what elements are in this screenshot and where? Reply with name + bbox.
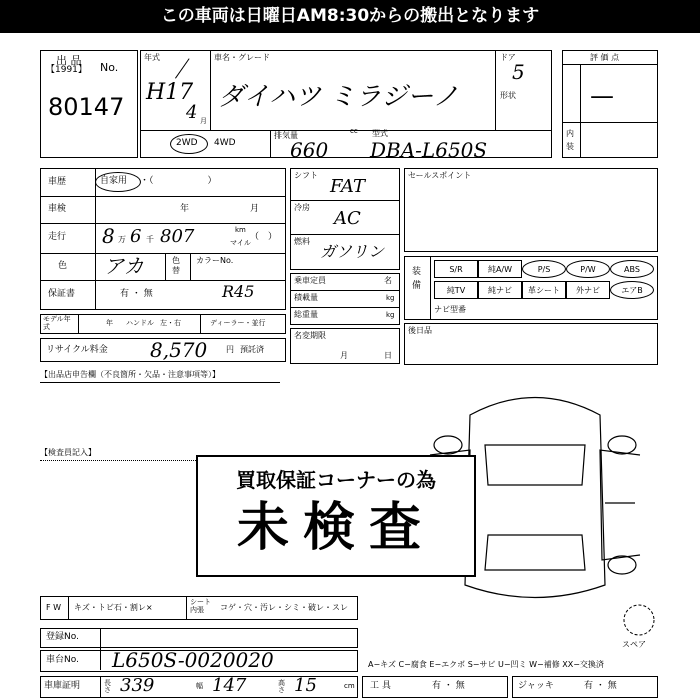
car-name-label: 車名・グレード: [214, 53, 270, 62]
handle-label: ハンドル: [126, 319, 154, 327]
doors-label: ドア: [500, 53, 516, 62]
name-change-day: 日: [384, 351, 392, 360]
garage-len: 339: [120, 675, 155, 696]
tools-value: 有 ・ 無: [432, 681, 465, 691]
model-year-era: H17: [146, 80, 194, 105]
equipment-label: 装備: [412, 267, 422, 291]
nav-model-label: ナビ型番: [434, 305, 466, 314]
color-no-value: R45: [222, 282, 255, 301]
garage-height: 15: [294, 675, 317, 696]
jack-label: ジャッキ: [518, 681, 554, 691]
lot-bracket: 【1991】: [46, 65, 87, 75]
spare-tire-icon: [622, 603, 656, 637]
mileage-man-value: 8: [102, 224, 115, 248]
recycle-unit: 円: [226, 345, 234, 354]
load-unit: kg: [386, 294, 395, 302]
warranty-value: 有 ・ 無: [120, 289, 153, 299]
equipment-item: S/R: [434, 260, 478, 278]
drive-2wd: 2WD: [176, 138, 198, 148]
gross-label: 総重量: [294, 310, 318, 319]
score-value: —: [590, 82, 614, 110]
load-label: 積載量: [294, 293, 318, 302]
month-unit: 月: [200, 117, 207, 125]
lot-label: 出 品: [56, 54, 82, 67]
lot-number: 80147: [48, 93, 125, 121]
inspection-year: 年: [180, 204, 190, 214]
dealer-label: ディーラー・並行: [210, 319, 266, 327]
drive-4wd: 4WD: [214, 138, 236, 148]
color-no-label: カラーNo.: [196, 256, 234, 265]
recycle-value: 8,570: [150, 338, 208, 362]
repaint-label: 色替: [172, 256, 180, 275]
shape-label: 形状: [500, 91, 516, 100]
garage-label: 車庫証明: [44, 681, 81, 691]
history-rest: ・（ ）: [140, 176, 217, 186]
seller-notes-frame: [40, 382, 280, 384]
equipment-item: P/S: [522, 260, 566, 278]
mileage-paren: （ ）: [250, 232, 278, 242]
displacement-value: 660: [290, 138, 329, 162]
shift-value: FAT: [330, 176, 365, 197]
history-value: 自家用: [100, 176, 128, 186]
mileage-sen: 千: [146, 235, 154, 244]
fw-label: F W: [46, 603, 62, 612]
seller-notes-label: 【出品店申告欄（不良箇所・欠品・注意事項等）】: [40, 370, 220, 379]
lot-no-label: No.: [100, 61, 119, 74]
garage-width-label: 幅: [196, 682, 203, 690]
color-label: 色: [58, 261, 68, 271]
capacity-label: 乗車定員: [294, 276, 326, 285]
sales-point-label: セールスポイント: [408, 171, 472, 180]
sales-point-box: [404, 168, 658, 252]
model-year-month: 4: [186, 102, 198, 123]
jack-value: 有 ・ 無: [584, 681, 617, 691]
doors-value: 5: [512, 60, 525, 84]
damage-legend: A−キズ C−腐食 E−エクボ S−サビ U−凹ミ W−補修 XX−交換済: [368, 660, 604, 669]
aircon-value: AC: [334, 208, 361, 229]
displacement-label: 排気量: [274, 131, 298, 140]
mileage-km: km: [235, 226, 246, 234]
displacement-unit: cc: [350, 127, 358, 135]
model-code-value: DBA-L650S: [370, 138, 488, 162]
inspection-label: 車検: [48, 204, 67, 214]
recycle-label: リサイクル料金: [46, 345, 108, 355]
tools-label: 工 具: [370, 681, 391, 691]
equipment-item: 革シート: [522, 281, 566, 299]
mileage-label: 走行: [48, 232, 67, 242]
equipment-item: ABS: [610, 260, 654, 278]
equipment-item: 純A/W: [478, 260, 522, 278]
equipment-item: エアB: [610, 281, 654, 299]
history-label: 車歴: [48, 177, 67, 187]
car-name-value: ダイハツ ミラジーノ: [218, 82, 459, 112]
model-row-year: 年: [106, 319, 113, 327]
stamp-line1: 買取保証コーナーの為: [236, 468, 436, 492]
retrofit-label: 後日品: [408, 326, 432, 335]
spare-label: スペア: [622, 640, 646, 649]
name-change-month: 月: [340, 351, 348, 360]
banner-text: この車両は日曜日AM8:30からの搬出となります: [160, 6, 540, 26]
inspection-month: 月: [250, 204, 260, 214]
equipment-item: 外ナビ: [566, 281, 610, 299]
model-code-label: 型式: [372, 129, 388, 138]
recycle-deposited: 預託済: [240, 345, 264, 354]
model-year-small: モデル年式: [43, 315, 71, 331]
garage-width: 147: [212, 675, 247, 696]
gross-unit: kg: [386, 311, 395, 319]
garage-height-label: 高さ: [278, 679, 285, 694]
garage-unit: cm: [344, 682, 355, 690]
shift-label: シフト: [294, 171, 318, 180]
mileage-mile: マイル: [230, 239, 251, 247]
registration-row: [40, 628, 358, 648]
seat-label: シート 内張: [190, 598, 211, 614]
name-change-label: 名変期限: [294, 331, 326, 340]
equipment-item: 純ナビ: [478, 281, 522, 299]
equipment-item: P/W: [566, 260, 610, 278]
seat-text: コゲ・穴・汚レ・シミ・破レ・スレ: [220, 603, 348, 612]
mileage-sen-value: 6: [130, 226, 142, 247]
stamp-line2: 未検査: [236, 498, 435, 558]
score-label: 評 価 点: [590, 53, 620, 62]
capacity-unit: 名: [384, 276, 392, 285]
model-year-label: 年式: [144, 53, 160, 62]
aircon-label: 冷房: [294, 203, 310, 212]
mileage-rest: 807: [160, 226, 195, 247]
equipment-item: 純TV: [434, 281, 478, 299]
warranty-label: 保証書: [48, 289, 76, 299]
mileage-man: 万: [118, 235, 126, 244]
garage-len-label: 長さ: [104, 679, 111, 694]
fw-text: キズ・トビ石・割レ×: [74, 603, 153, 612]
chassis-value: L650S-0020020: [112, 648, 274, 672]
fuel-value: ガソリン: [320, 242, 385, 261]
registration-label: 登録No.: [46, 632, 79, 642]
inspector-label: 【検査員記入】: [40, 448, 96, 457]
interior-label: 内装: [566, 129, 574, 151]
handle-value: 左・右: [160, 319, 181, 327]
chassis-label: 車台No.: [46, 655, 79, 665]
color-value: アカ: [104, 254, 144, 278]
fuel-label: 燃料: [294, 237, 310, 246]
retrofit-box: [404, 323, 658, 365]
